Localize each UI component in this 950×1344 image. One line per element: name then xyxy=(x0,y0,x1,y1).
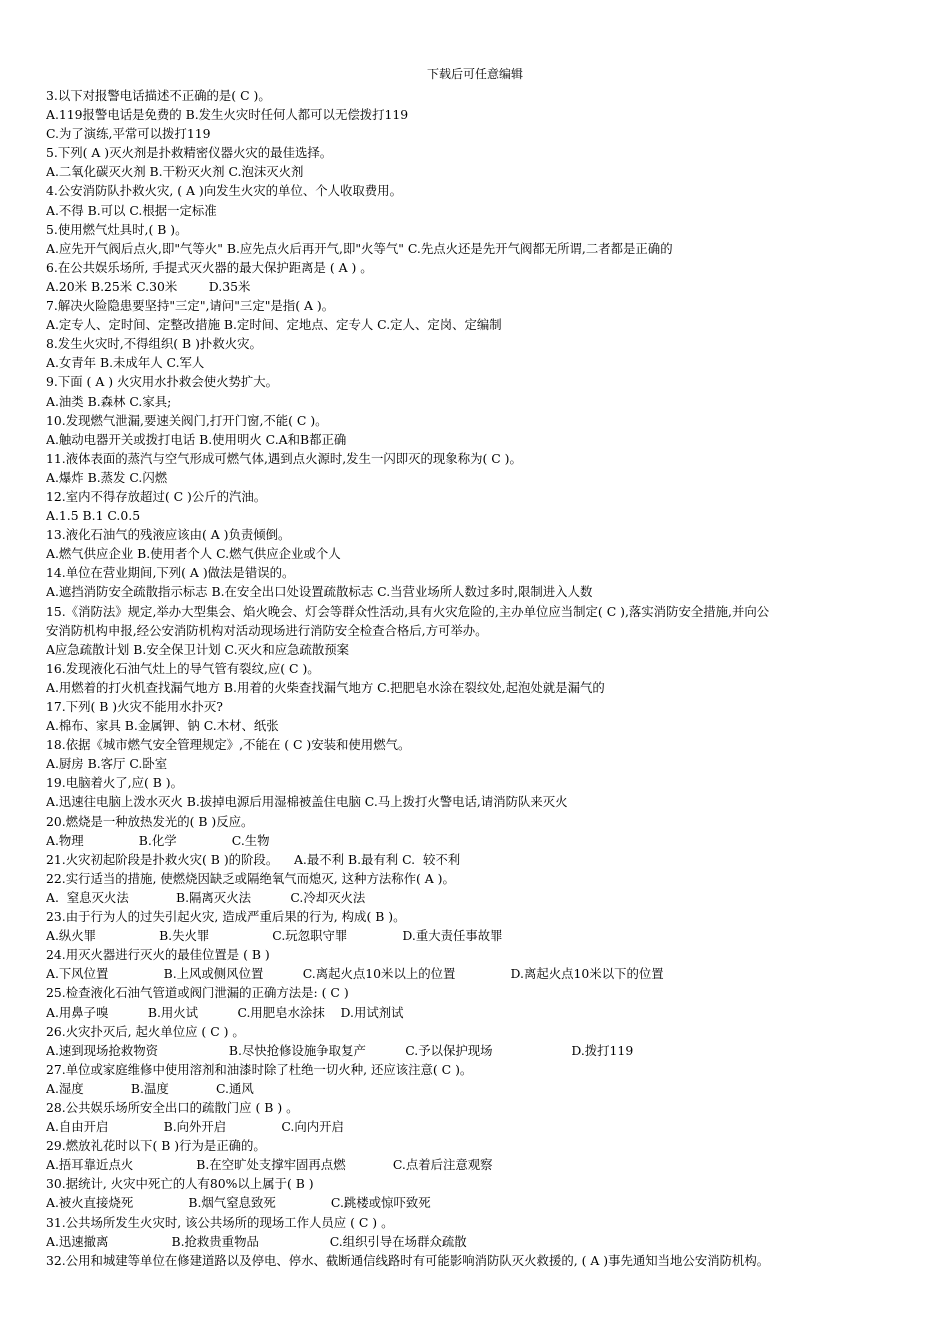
text-line: 6.在公共娱乐场所, 手提式灭火器的最大保护距离是 ( A ) 。 xyxy=(46,259,373,275)
text-line: 23.由于行为人的过失引起火灾, 造成严重后果的行为, 构成( B )。 xyxy=(46,909,406,925)
text-line: A.二氧化碳灭火剂 B.干粉灭火剂 C.泡沫灭火剂 xyxy=(46,164,304,180)
text-line: 21.火灾初起阶段是扑救火灾( B )的阶段。 A.最不利 B.最有利 C. 较不利 xyxy=(46,851,461,867)
text-line: 安消防机构申报,经公安消防机构对活动现场进行消防安全检查合格后,方可举办。 xyxy=(46,622,488,638)
text-line: A.物理 B.化学 C.生物 xyxy=(46,832,270,848)
text-line: A.应先开气阀后点火,即"气等火" B.应先点火后再开气,即"火等气" C.先点火还是先开气阀都无所谓,二者都是正确的 xyxy=(46,240,673,256)
text-line: 16.发现液化石油气灶上的导气管有裂纹,应( C )。 xyxy=(46,660,320,676)
document-body xyxy=(46,86,908,1270)
text-line: A.捂耳靠近点火 B.在空旷处支撑牢固再点燃 C.点着后注意观察 xyxy=(46,1157,493,1173)
text-line: A.用鼻子嗅 B.用火试 C.用肥皂水涂抹 D.用试剂试 xyxy=(46,1004,404,1020)
text-line: A.用燃着的打火机查找漏气地方 B.用着的火柴查找漏气地方 C.把肥皂水涂在裂纹处,起泡处就是漏气的 xyxy=(46,679,605,695)
page-header: 下载后可任意编辑 xyxy=(426,67,523,81)
text-line: 31.公共场所发生火灾时, 该公共场所的现场工作人员应 ( C ) 。 xyxy=(46,1214,394,1230)
text-line: A.1.5 B.1 C.0.5 xyxy=(46,508,141,524)
text-line: A.速到现场抢救物资 B.尽快抢修设施争取复产 C.予以保护现场 D.拨打119 xyxy=(46,1042,634,1058)
text-line: 7.解决火险隐患要坚持"三定",请问"三定"是指( A )。 xyxy=(46,298,335,314)
text-line: 13.液化石油气的残液应该由( A )负责倾倒。 xyxy=(46,527,291,543)
text-line: 25.检查液化石油气管道或阀门泄漏的正确方法是: ( C ) xyxy=(46,985,349,1001)
text-line: A. 窒息灭火法 B.隔离灭火法 C.冷却灭火法 xyxy=(46,889,366,905)
text-line: 9.下面 ( A ) 火灾用水扑救会使火势扩大。 xyxy=(46,374,279,390)
text-line: 3.以下对报警电话描述不正确的是( C )。 xyxy=(46,88,271,103)
text-line: 5.下列( A )灭火剂是扑救精密仪器火灾的最佳选择。 xyxy=(46,145,333,161)
text-line: 28.公共娱乐场所安全出口的疏散门应 ( B ) 。 xyxy=(46,1099,299,1115)
text-line: 27.单位或家庭维修中使用溶剂和油漆时除了杜绝一切火种, 还应该注意( C )。 xyxy=(46,1061,473,1077)
text-line: A.迅速撤离 B.抢救贵重物品 C.组织引导在场群众疏散 xyxy=(46,1233,467,1249)
text-line: A.119报警电话是免费的 B.发生火灾时任何人都可以无偿拨打119 xyxy=(46,107,409,123)
text-line: A.湿度 B.温度 C.通风 xyxy=(46,1080,254,1096)
text-line: A应急疏散计划 B.安全保卫计划 C.灭火和应急疏散预案 xyxy=(46,641,350,657)
text-line: A.迅速往电脑上泼水灭火 B.拔掉电源后用湿棉被盖住电脑 C.马上拨打火警电话,请消防队来灭火 xyxy=(46,794,568,810)
text-line: A.油类 B.森林 C.家具; xyxy=(46,393,172,409)
text-line: A.爆炸 B.蒸发 C.闪燃 xyxy=(46,469,168,485)
text-line: A.棉布、家具 B.金属钾、钠 C.木材、纸张 xyxy=(46,718,279,734)
text-line: 4.公安消防队扑救火灾, ( A )向发生火灾的单位、个人收取费用。 xyxy=(46,183,402,199)
text-line: 8.发生火灾时,不得组织( B )扑救火灾。 xyxy=(46,336,262,352)
text-line: A.遮挡消防安全疏散指示标志 B.在安全出口处设置疏散标志 C.当营业场所人数过多时,限制进入人数 xyxy=(46,584,593,600)
text-line: A.不得 B.可以 C.根据一定标准 xyxy=(46,202,217,218)
text-line: 29.燃放礼花时以下( B )行为是正确的。 xyxy=(46,1138,266,1154)
text-line: 17.下列( B )火灾不能用水扑灭? xyxy=(46,699,223,714)
text-line: A.燃气供应企业 B.使用者个人 C.燃气供应企业或个人 xyxy=(46,546,341,562)
text-line: 26.火灾扑灭后, 起火单位应 ( C ) 。 xyxy=(46,1023,245,1039)
text-line: 14.单位在营业期间,下列( A )做法是错误的。 xyxy=(46,565,295,581)
text-line: A.纵火罪 B.失火罪 C.玩忽职守罪 D.重大责任事故罪 xyxy=(46,928,503,944)
text-line: A.20米 B.25米 C.30米 D.35米 xyxy=(46,278,251,294)
text-line: 19.电脑着火了,应( B )。 xyxy=(46,775,184,791)
text-line: 20.燃烧是一种放热发光的( B )反应。 xyxy=(46,813,254,829)
text-line: 18.依据《城市燃气安全管理规定》,不能在 ( C )安装和使用燃气。 xyxy=(46,737,411,753)
text-line: 10.发现燃气泄漏,要速关阀门,打开门窗,不能( C )。 xyxy=(46,412,328,428)
text-line: 5.使用燃气灶具时,( B )。 xyxy=(46,221,188,237)
text-line: 24.用灭火器进行灭火的最佳位置是 ( B ) xyxy=(46,947,270,963)
text-line: A.女青年 B.未成年人 C.军人 xyxy=(46,355,205,371)
text-line: A.下风位置 B.上风或侧风位置 C.离起火点10米以上的位置 D.离起火点10米以下的位置 xyxy=(46,966,664,982)
text-line: 32.公用和城建等单位在修建道路以及停电、停水、截断通信线路时有可能影响消防队灭火救援的, ( A )事先通知当地公安消防机构。 xyxy=(46,1252,770,1268)
text-line: 12.室内不得存放超过( C )公斤的汽油。 xyxy=(46,488,267,504)
text-line: A.触动电器开关或拨打电话 B.使用明火 C.A和B都正确 xyxy=(46,431,347,447)
text-line: A.厨房 B.客厅 C.卧室 xyxy=(46,756,168,772)
text-line: 11.液体表面的蒸汽与空气形成可燃气体,遇到点火源时,发生一闪即灭的现象称为( C )。 xyxy=(46,450,522,466)
text-line: A.自由开启 B.向外开启 C.向内开启 xyxy=(46,1119,344,1135)
text-line: A.被火直接烧死 B.烟气窒息致死 C.跳楼或惊吓致死 xyxy=(46,1195,431,1211)
text-line: C.为了演练,平常可以拨打119 xyxy=(46,126,211,142)
text-line: 30.据统计, 火灾中死亡的人有80%以上属于( B ) xyxy=(46,1176,314,1192)
text-line: A.定专人、定时间、定整改措施 B.定时间、定地点、定专人 C.定人、定岗、定编制 xyxy=(46,317,502,333)
text-line: 15.《消防法》规定,举办大型集会、焰火晚会、灯会等群众性活动,具有火灾危险的,主办单位应当制定( C ),落实消防安全措施,并向公 xyxy=(46,603,770,619)
text-line: 22.实行适当的措施, 使燃烧因缺乏或隔绝氧气而熄灭, 这种方法称作( A )。 xyxy=(46,870,455,886)
